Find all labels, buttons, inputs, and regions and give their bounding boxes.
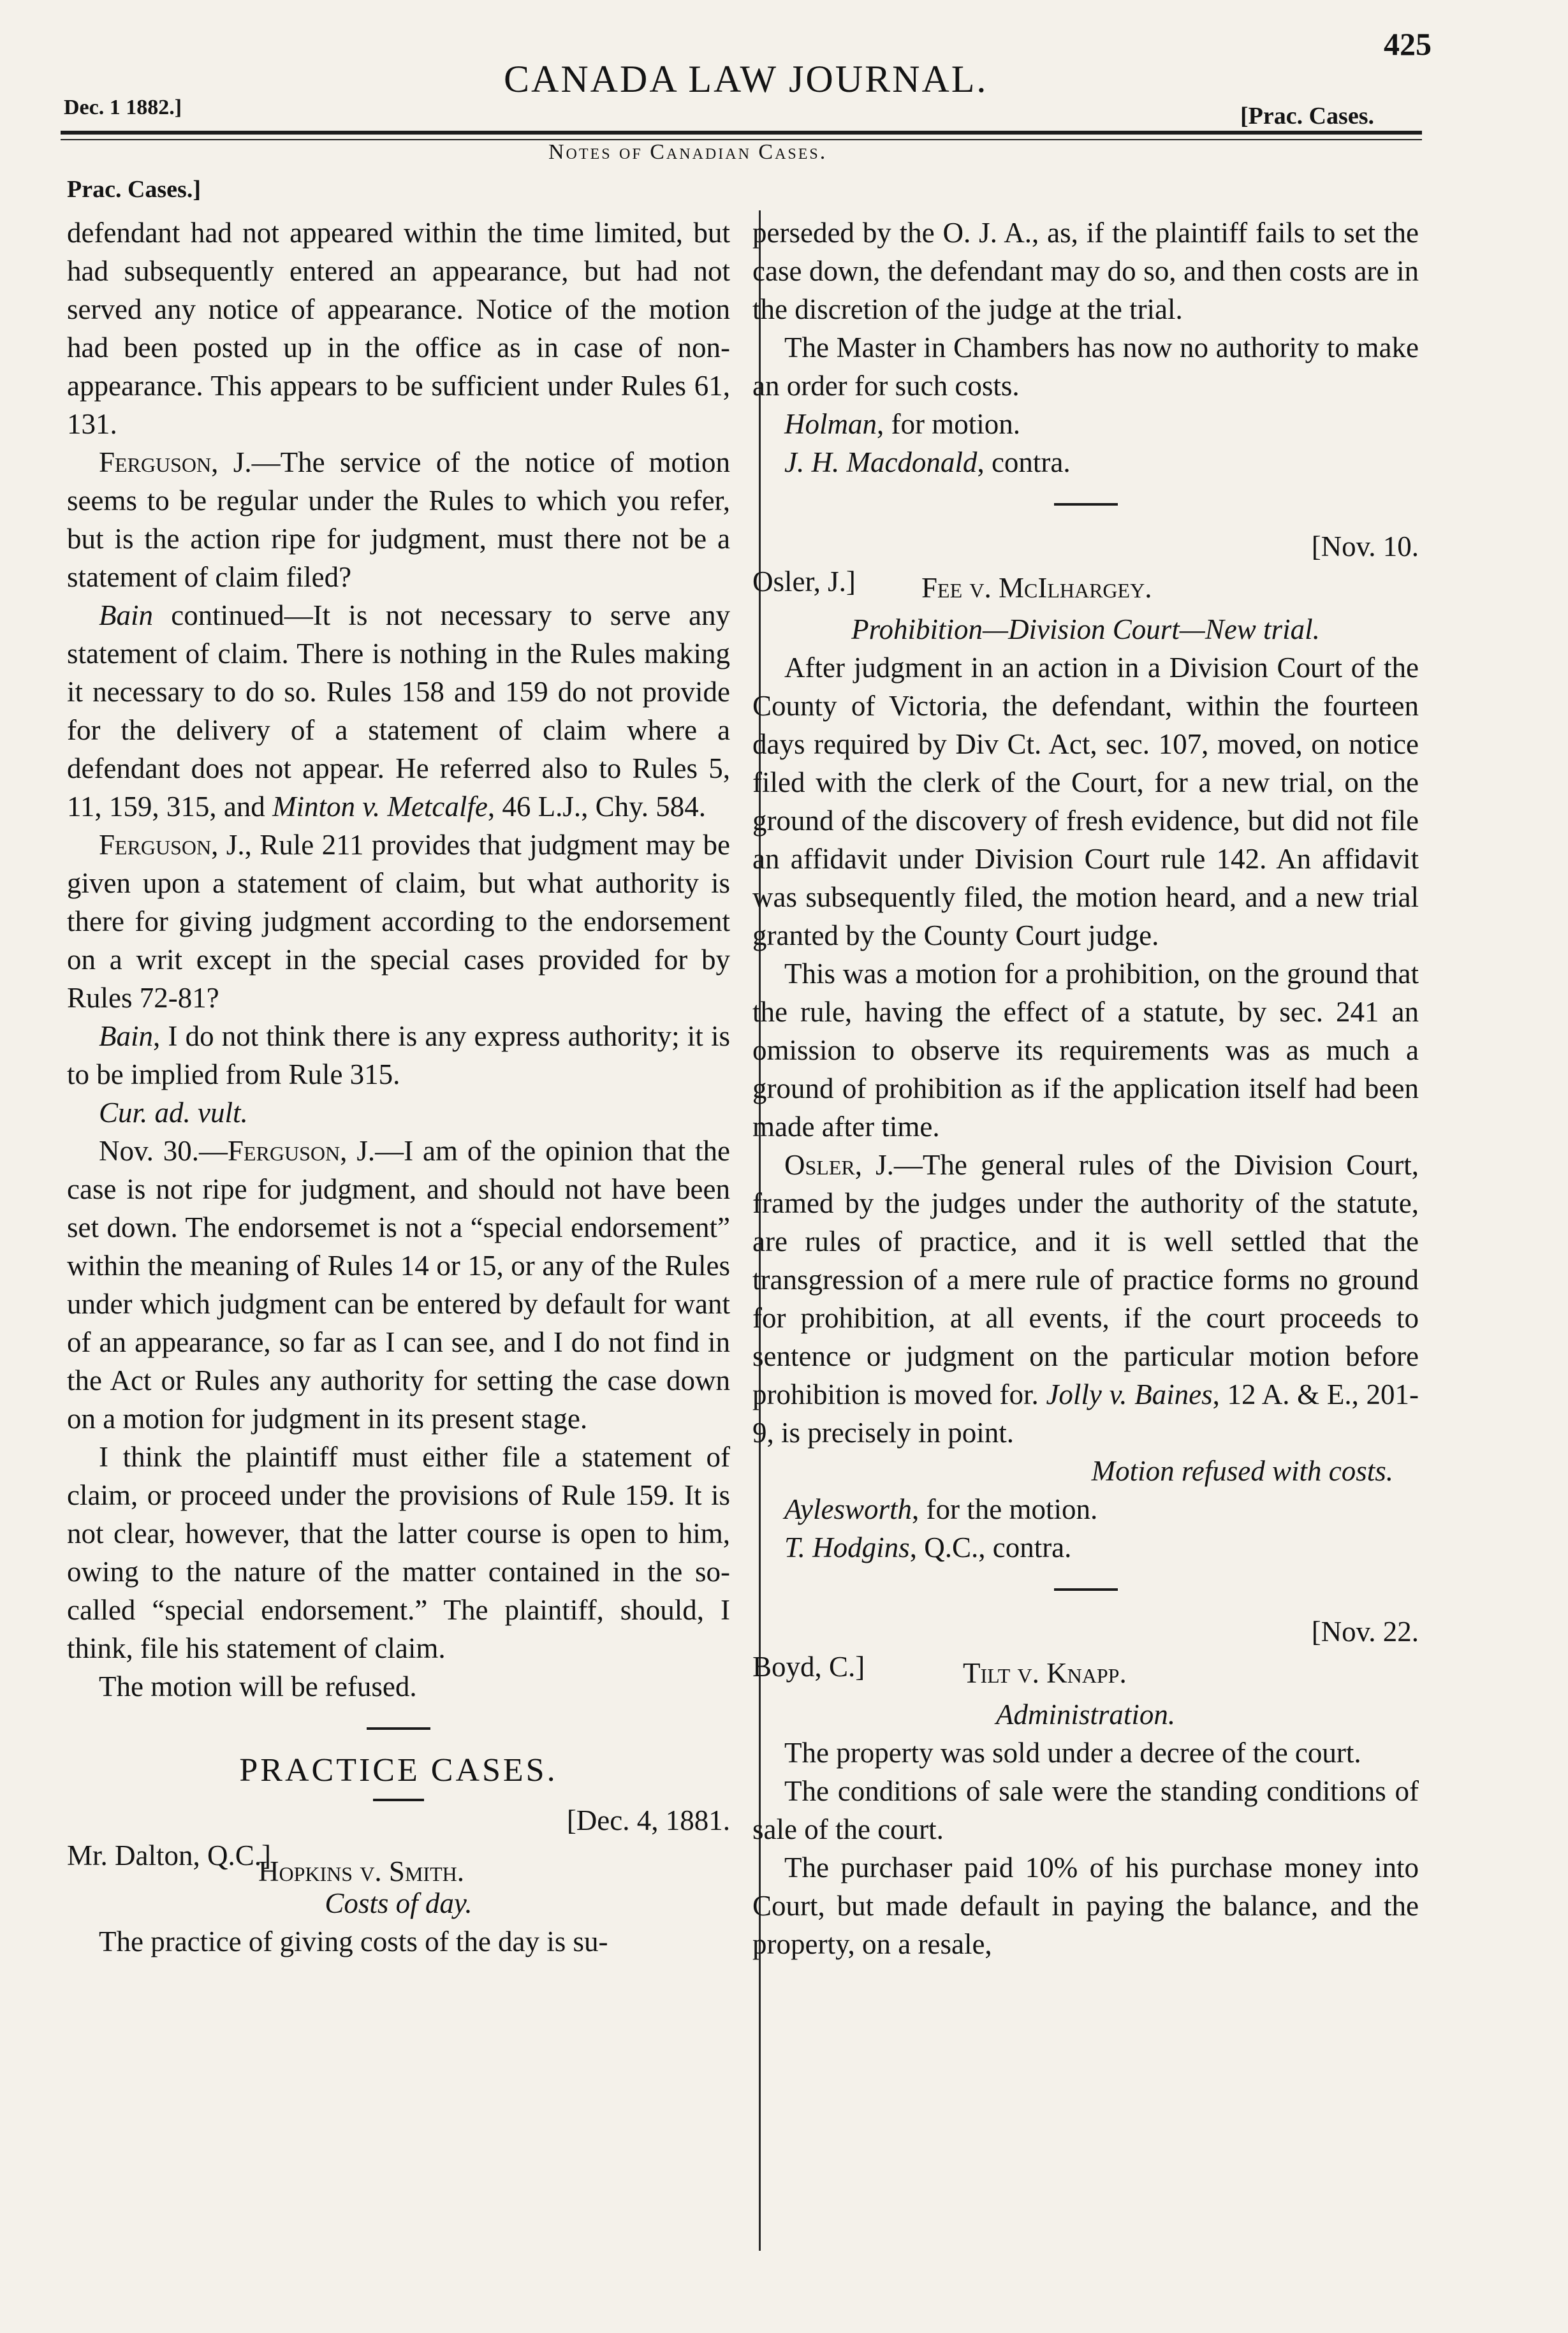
counsel-name: Bain [99, 1020, 153, 1052]
case-subject: Prohibition—Division Court—New trial. [851, 613, 1320, 645]
paragraph: I think the plaintiff must either file a statement of claim, or proceed under the provisions of Rule 159. It is not clear, however, that the latter course is open to him, owing to the nature of the matter contained in the so-called “special endorsement.” The plaintiff, should, I think, file his statement of claim. [67, 1441, 730, 1664]
paragraph: The Master in Chambers has now no authority to make an order for such costs. [752, 332, 1419, 402]
case-header [67, 1801, 730, 1887]
paragraph [67, 1017, 730, 1093]
case-subject: Costs of day. [325, 1887, 473, 1919]
case-judge: Osler, J.] [752, 566, 856, 597]
counsel-name: J. H. Macdonald [784, 446, 978, 478]
citation-text: , 46 L.J., Chy. 584. [487, 791, 706, 823]
case-date: [Nov. 10. [1311, 530, 1419, 562]
counsel-role: , for motion. [877, 408, 1020, 440]
counsel-name: T. Hodgins [784, 1532, 910, 1563]
counsel-line [752, 405, 1419, 443]
counsel-line [752, 443, 1419, 481]
header-rule-thick [61, 131, 1422, 135]
judge-name: Ferguson, J. [228, 1135, 376, 1167]
practice-cases-heading: PRACTICE CASES. [239, 1752, 558, 1788]
paragraph: The purchaser paid 10% of his purchase money into Court, but made default in paying the balance, and the property, on a resale, [752, 1852, 1419, 1960]
case-title: Tilt v. Knapp. [963, 1657, 1127, 1689]
case-title: Fee v. McIlhargey. [921, 572, 1152, 604]
case-header [752, 527, 1419, 610]
paragraph: The conditions of sale were the standing conditions of sale of the court. [752, 1775, 1419, 1845]
issue-date: Dec. 1 1882.] [64, 96, 182, 119]
paragraph [67, 1132, 730, 1438]
paragraph-text: —The general rules of the Division Court, framed by the judges under the authority of the statute, are rules of practice, and it is well settled that the transgression of a mere rule of practice forms no ground for prohibition, at all events, if the court proceeds to sentence or judgment on the particular motion before prohibition is moved for. [752, 1149, 1419, 1410]
curia-note: Cur. ad. vult. [99, 1097, 248, 1129]
case-date: [Nov. 22. [1311, 1616, 1419, 1648]
case-date: [Dec. 4, 1881. [566, 1804, 730, 1836]
judge-name: Ferguson, J. [99, 446, 252, 478]
counsel-role: , for the motion. [912, 1493, 1098, 1525]
counsel-line [752, 1490, 1419, 1528]
judge-name: Ferguson, J. [99, 829, 245, 861]
paragraph [67, 826, 730, 1017]
left-column [67, 214, 730, 1961]
paragraph: defendant had not appeared within the time limited, but had subsequently entered an appearance, but had not served any notice of appearance. Notice of the motion had been posted up in the office as in case of non-appearance. This appears to be sufficient under Rules 61, 131. [67, 217, 730, 440]
journal-title: CANADA LAW JOURNAL. [504, 58, 988, 100]
section-divider [1054, 503, 1118, 506]
paragraph-text: , I do not think there is any express authority; it is to be implied from Rule 315. [67, 1020, 730, 1090]
counsel-name: Aylesworth [784, 1493, 912, 1525]
paragraph [67, 443, 730, 596]
section-subtitle: Notes of Canadian Cases. [548, 140, 828, 164]
paragraph-text: , Rule 211 provides that judgment may be given upon a statement of claim, but what authority is there for giving judgment according to the endorsement on a writ except in the special cases provided for by Rules 72-81? [67, 829, 730, 1014]
paragraph-text: continued—It is not necessary to serve any statement of claim. There is nothing in the Rules making it necessary to do so. Rules 158 and 159 do not provide for the delivery of a statement of claim where a defendant does not appear. He referred also to Rules 5, 11, 159, 315, and [67, 599, 730, 823]
counsel-name: Bain [99, 599, 153, 631]
counsel-line [752, 1528, 1419, 1567]
case-judge: Boyd, C.] [752, 1651, 865, 1683]
case-title: Hopkins v. Smith. [258, 1855, 464, 1887]
case-citation: Jolly v. Baines [1046, 1379, 1213, 1410]
section-label-right: [Prac. Cases. [1240, 103, 1374, 129]
case-subject: Administration. [995, 1699, 1176, 1730]
paragraph: This was a motion for a prohibition, on the ground that the rule, having the effect of a statute, by sec. 241 an omission to observe its requirements was as much a ground of prohibition as if the application itself had been made after time. [752, 958, 1419, 1143]
section-divider [1054, 1588, 1118, 1591]
paragraph: The practice of giving costs of the day is su- [99, 1926, 608, 1957]
case-header [752, 1613, 1419, 1695]
paragraph-text: —The service of the notice of motion seems to be regular under the Rules to which you refer, but is the action ripe for judgment, must there not be a statement of claim filed? [67, 446, 730, 593]
paragraph-text: —I am of the opinion that the case is not ripe for judgment, and should not have been set down. The endorsemet is not a “special endorsement” within the meaning of Rules 14 or 15, or any of the Rules under which judgment can be entered by default for want of an appearance, so far as I can see, and I do not find in the Act or Rules any authority for setting the case down on a motion for judgment in its present stage. [67, 1135, 730, 1435]
case-judge: Mr. Dalton, Q.C.] [67, 1839, 271, 1871]
paragraph [67, 596, 730, 826]
counsel-name: Holman [784, 408, 877, 440]
case-citation: Minton v. Metcalfe [272, 791, 488, 823]
paragraph: perseded by the O. J. A., as, if the plaintiff fails to set the case down, the defendant may do so, and then costs are in the discretion of the judge at the trial. [752, 217, 1419, 325]
judge-name: Osler, J. [784, 1149, 894, 1181]
right-column [752, 214, 1419, 1963]
section-label-left: Prac. Cases.] [67, 176, 201, 203]
page-number: 425 [1384, 26, 1432, 62]
paragraph: The motion will be refused. [99, 1671, 417, 1702]
section-divider [367, 1727, 430, 1730]
paragraph [752, 1146, 1419, 1452]
decision-date: Nov. 30.— [99, 1135, 228, 1167]
citation-text: , 12 A. & E., 201-9, is precisely in point. [752, 1379, 1419, 1449]
case-result: Motion refused with costs. [1091, 1455, 1393, 1487]
paragraph: After judgment in an action in a Division Court of the County of Victoria, the defendant, within the fourteen days required by Div Ct. Act, sec. 107, moved, on notice filed with the clerk of the Court, for a new trial, on the ground of the discovery of fresh evidence, but did not file an affidavit under Division Court rule 142. An affidavit was subsequently filed, the motion heard, and a new trial granted by the County Court judge. [752, 652, 1419, 951]
counsel-role: , Q.C., contra. [909, 1532, 1072, 1563]
paragraph: The property was sold under a decree of the court. [784, 1737, 1361, 1769]
counsel-role: , contra. [977, 446, 1071, 478]
